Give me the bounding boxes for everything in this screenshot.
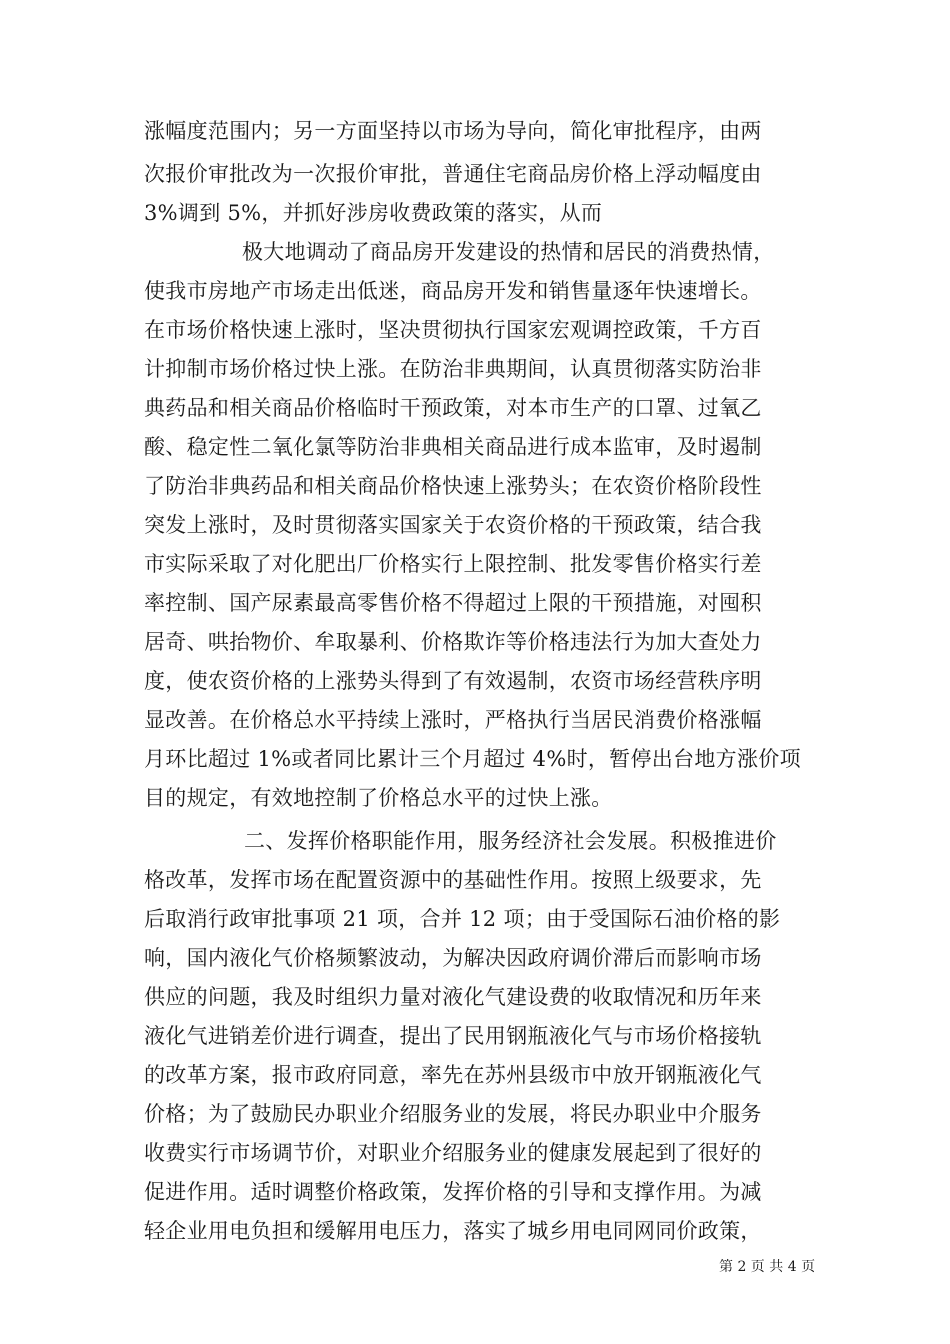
body-text-line: 使我市房地产市场走出低迷，商品房开发和销售量逐年快速增长。 (144, 279, 762, 303)
body-text-line: 收费实行市场调节价，对职业介绍服务业的健康发展起到了很好的 (144, 1141, 762, 1165)
body-text-line: 典药品和相关商品价格临时干预政策，对本市生产的口罩、过氧乙 (144, 396, 762, 420)
body-text-line: 酸、稳定性二氧化氯等防治非典相关商品进行成本监审，及时遏制 (144, 435, 762, 459)
body-text-line: 率控制、国产尿素最高零售价格不得超过上限的干预措施，对囤积 (144, 591, 762, 615)
body-text-line: 在市场价格快速上涨时，坚决贯彻执行国家宏观调控政策，千方百 (144, 318, 762, 342)
body-text-line: 后取消行政审批事项 21 项，合并 12 项；由于受国际石油价格的影 (144, 907, 781, 931)
body-text-line: 显改善。在价格总水平持续上涨时，严格执行当居民消费价格涨幅 (144, 708, 762, 732)
body-text-line: 供应的问题，我及时组织力量对液化气建设费的收取情况和历年来 (144, 985, 762, 1009)
body-text-line: 次报价审批改为一次报价审批，普通住宅商品房价格上浮动幅度由 (144, 162, 762, 186)
body-text-line: 市实际采取了对化肥出厂价格实行上限控制、批发零售价格实行差 (144, 552, 762, 576)
page-number-footer: 第 2 页 共 4 页 (719, 1259, 816, 1275)
body-text-line: 月环比超过 1%或者同比累计三个月超过 4%时，暂停出台地方涨价项 (144, 747, 801, 771)
body-text-line: 轻企业用电负担和缓解用电压力，落实了城乡用电同网同价政策， (144, 1219, 762, 1243)
body-text-line: 突发上涨时，及时贯彻落实国家关于农资价格的干预政策，结合我 (144, 513, 762, 537)
paragraph-start-line: 极大地调动了商品房开发建设的热情和居民的消费热情， (242, 240, 775, 264)
body-text-line: 促进作用。适时调整价格政策，发挥价格的引导和支撑作用。为减 (144, 1180, 762, 1204)
body-text-line: 目的规定，有效地控制了价格总水平的过快上涨。 (144, 786, 613, 810)
body-text-line: 计抑制市场价格过快上涨。在防治非典期间，认真贯彻落实防治非 (144, 357, 762, 381)
body-text-line: 3%调到 5%，并抓好涉房收费政策的落实，从而 (144, 201, 603, 225)
body-text-line: 格改革，发挥市场在配置资源中的基础性作用。按照上级要求，先 (144, 868, 762, 892)
body-text-line: 涨幅度范围内；另一方面坚持以市场为导向，简化审批程序，由两 (144, 119, 762, 143)
body-text-line: 度，使农资价格的上涨势头得到了有效遏制，农资市场经营秩序明 (144, 669, 762, 693)
body-text-line: 了防治非典药品和相关商品价格快速上涨势头；在农资价格阶段性 (144, 474, 762, 498)
body-text-line: 居奇、哄抬物价、牟取暴利、价格欺诈等价格违法行为加大查处力 (144, 630, 762, 654)
body-text-line: 价格；为了鼓励民办职业介绍服务业的发展，将民办职业中介服务 (144, 1102, 762, 1126)
body-text-line: 响，国内液化气价格频繁波动，为解决因政府调价滞后而影响市场 (144, 946, 762, 970)
section-heading-line: 二、发挥价格职能作用，服务经济社会发展。积极推进价 (244, 829, 777, 853)
body-text-line: 液化气进销差价进行调查，提出了民用钢瓶液化气与市场价格接轨 (144, 1024, 762, 1048)
body-text-line: 的改革方案，报市政府同意，率先在苏州县级市中放开钢瓶液化气 (144, 1063, 762, 1087)
